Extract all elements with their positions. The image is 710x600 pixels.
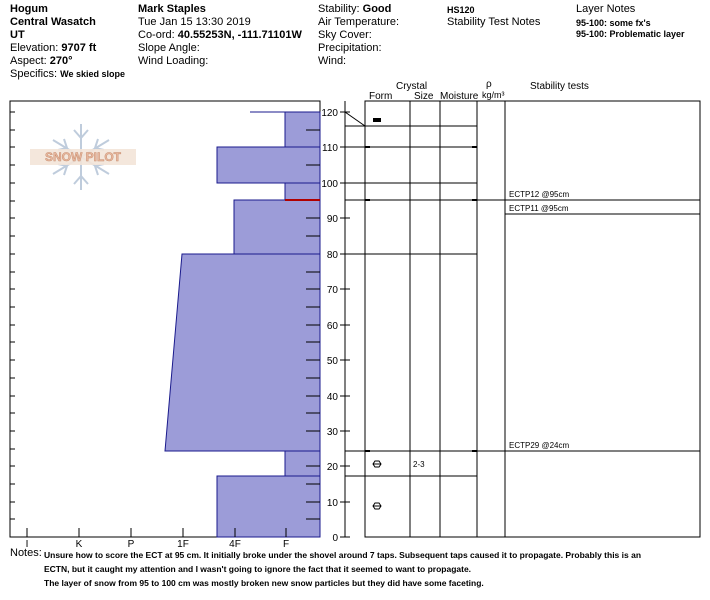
depth-label-100: 100 [321, 179, 338, 190]
notes-label: Notes: [10, 547, 42, 559]
air-temperature-label: Air Temperature: [318, 16, 400, 28]
notes-line-2: ECTN, but it caught my attention and I wasn't going to ignore the fact that it seemed to want to propagate. [44, 564, 472, 574]
depth-label-110: 110 [322, 143, 338, 154]
hardness-label-1f: 1F [177, 539, 189, 550]
location-name: Hogum [10, 3, 48, 15]
depth-label-10: 10 [326, 498, 338, 509]
grain-form-symbol-surface [373, 118, 381, 122]
depth-label-70: 70 [326, 285, 338, 296]
stability-tests-header: Stability tests [530, 81, 589, 92]
depth-label-90: 90 [326, 214, 338, 225]
stability-test-ectp11: ECTP11 @95cm [509, 204, 569, 213]
hardness-label-p: P [127, 539, 135, 550]
state-name: UT [10, 29, 25, 41]
depth-label-0: 0 [332, 533, 338, 544]
grain-form-symbol-20 [373, 461, 381, 467]
hardness-layer-100-110 [217, 147, 320, 183]
depth-label-80: 80 [326, 250, 338, 261]
wind-label: Wind: [318, 55, 347, 67]
stability-test-ectp29: ECTP29 @24cm [509, 441, 570, 450]
depth-label-30: 30 [326, 427, 338, 438]
sky-cover-label: Sky Cover: [318, 29, 372, 41]
aspect-value: 270° [49, 55, 73, 67]
elevation-value: 9707 ft [61, 42, 97, 54]
hardness-layer-80-95 [234, 200, 320, 254]
hardness-layer-0-17 [217, 476, 320, 537]
hardness-layer-24-80 [165, 254, 320, 451]
observation-datetime: Tue Jan 15 13:30 2019 [138, 16, 251, 28]
observer-name: Mark Staples [138, 3, 206, 15]
hardness-label-k: K [75, 539, 83, 550]
hardness-layer-95-100 [285, 183, 320, 200]
size-header: Size [414, 91, 434, 102]
layer-note-1: 95-100: some fx's [576, 18, 651, 28]
crystal-header: Crystal [396, 81, 428, 92]
snow-height: HS120 [447, 5, 475, 15]
specifics-value: We skied slope [60, 69, 125, 79]
logo-text: SNOW PILOT [45, 150, 121, 164]
density-unit: kg/m³ [482, 90, 505, 100]
specifics-label: Specifics: [10, 68, 58, 80]
hardness-label-f: F [282, 539, 290, 550]
slope-angle-label: Slope Angle: [138, 42, 200, 54]
layer-note-2: 95-100: Problematic layer [576, 29, 685, 39]
boundary-marks [365, 147, 477, 451]
grain-size-20: 2-3 [413, 460, 425, 469]
stability-test-notes-title: Stability Test Notes [447, 16, 541, 28]
depth-label-20: 20 [326, 462, 338, 473]
depth-label-50: 50 [326, 356, 338, 367]
moisture-header: Moisture [440, 91, 479, 102]
density-symbol: ρ [486, 79, 492, 90]
layer-table [345, 101, 700, 537]
grain-form-symbol-10 [373, 503, 381, 509]
range-name: Central Wasatch [10, 16, 96, 28]
hardness-label-4f: 4F [229, 539, 241, 550]
coord-value: 40.55253N, -111.71101W [177, 29, 302, 41]
stability-test-ectp12: ECTP12 @95cm [509, 190, 570, 199]
hardness-label-i: I [25, 539, 29, 550]
depth-label-120: 120 [321, 108, 338, 119]
elevation-label: Elevation: [10, 42, 59, 54]
hardness-layer-17-24 [285, 451, 320, 476]
precipitation-label: Precipitation: [318, 42, 382, 54]
stability-value: Good [362, 3, 392, 15]
form-header: Form [369, 91, 393, 102]
layer-notes-title: Layer Notes [576, 3, 636, 15]
depth-label-40: 40 [326, 392, 338, 403]
stability-label: Stability: [318, 3, 360, 15]
aspect-label: Aspect: [10, 55, 47, 67]
notes-line-3: The layer of snow from 95 to 100 cm was mostly broken new snow particles but they did have some faceting. [44, 578, 484, 588]
depth-label-60: 60 [326, 321, 338, 332]
coord-label: Co-ord: [138, 29, 175, 41]
wind-loading-label: Wind Loading: [138, 55, 209, 67]
notes-line-1: Unsure how to score the ECT at 95 cm. It initially broke under the shovel around 7 taps. Subsequent taps caused it to propagate. Probably this is an [44, 550, 642, 560]
hardness-profile [165, 112, 320, 537]
